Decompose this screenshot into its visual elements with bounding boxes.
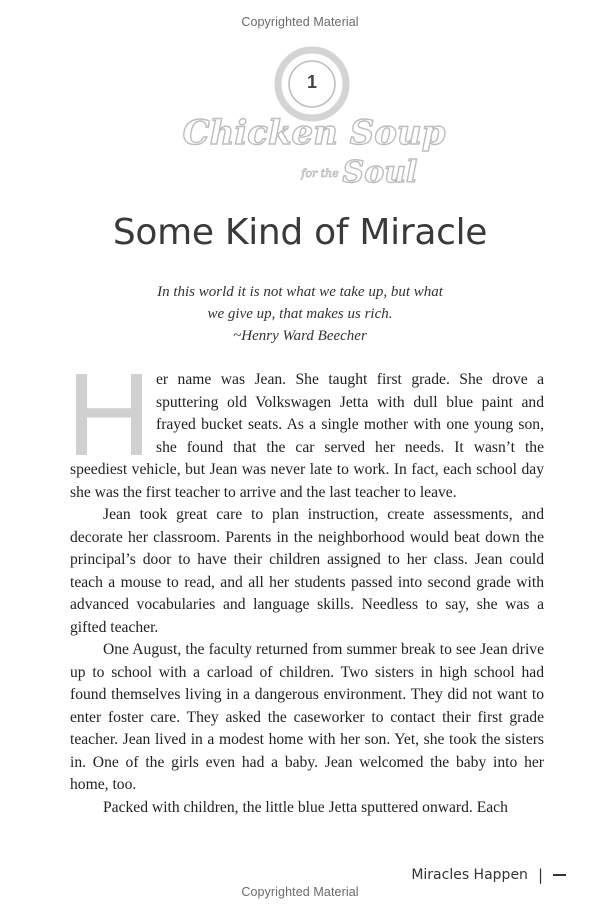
chapter-number: 1 bbox=[306, 72, 317, 92]
paragraph-2: Jean took great care to plan instruction, create assessments, and decorate her classroom. Parents in the neighborhood would beat down the principal’s door to have their children assigned to her class. Jean could teach a mouse to read, and all her students passed into second grade with advanced vocabularies and language skills. Needless to say, she was a gifted teacher. bbox=[70, 506, 544, 636]
footer-section-title: Miracles Happen bbox=[411, 867, 528, 883]
copyright-notice-bottom: Copyrighted Material bbox=[241, 885, 359, 899]
chapter-body bbox=[66, 349, 544, 819]
epigraph-line1: In this world it is not what we take up, but what bbox=[157, 284, 443, 300]
chapter-title: Some Kind of Miracle bbox=[112, 212, 488, 253]
epigraph bbox=[140, 281, 460, 347]
drop-cap bbox=[66, 349, 152, 481]
logo-line2: for the bbox=[301, 167, 339, 180]
epigraph-line2: we give up, that makes us rich. bbox=[207, 306, 393, 322]
page-footer bbox=[411, 866, 566, 884]
copyright-notice-top: Copyrighted Material bbox=[241, 15, 359, 29]
logo-line1: Chicken Soup bbox=[182, 113, 446, 153]
paragraph-1: er name was Jean. She taught first grade. She drove a sputtering old Volkswagen Jetta with dull blue paint and frayed bucket seats. As a single mother with one young son, she found that the car served her needs. It wasn’t the speediest vehicle, but Jean was never late to work. In fact, each school day she was the first teacher to arrive and the last teacher to leave. bbox=[70, 371, 544, 501]
logo-line3: Soul bbox=[342, 155, 418, 190]
drop-cap-letter: H bbox=[66, 349, 152, 481]
paragraph-4: Packed with children, the little blue Jetta sputtered onward. Each bbox=[103, 798, 508, 816]
logo-graphic bbox=[182, 46, 446, 196]
chicken-soup-logo bbox=[182, 46, 446, 196]
paragraph-3: One August, the faculty returned from summer break to see Jean drive up to school with a carload of children. Two sisters in high school had found themselves living in a dangerous environment. They did not want to enter foster care. They asked the caseworker to contact their first grade teacher. Jean lived in a modest home with her son. Yet, she took the sisters in. One of the girls even had a baby. Jean welcomed the baby into her home, too. bbox=[70, 641, 544, 793]
footer-dash bbox=[553, 874, 566, 876]
epigraph-attribution: ~Henry Ward Beecher bbox=[233, 328, 367, 344]
footer-separator: | bbox=[537, 866, 543, 884]
